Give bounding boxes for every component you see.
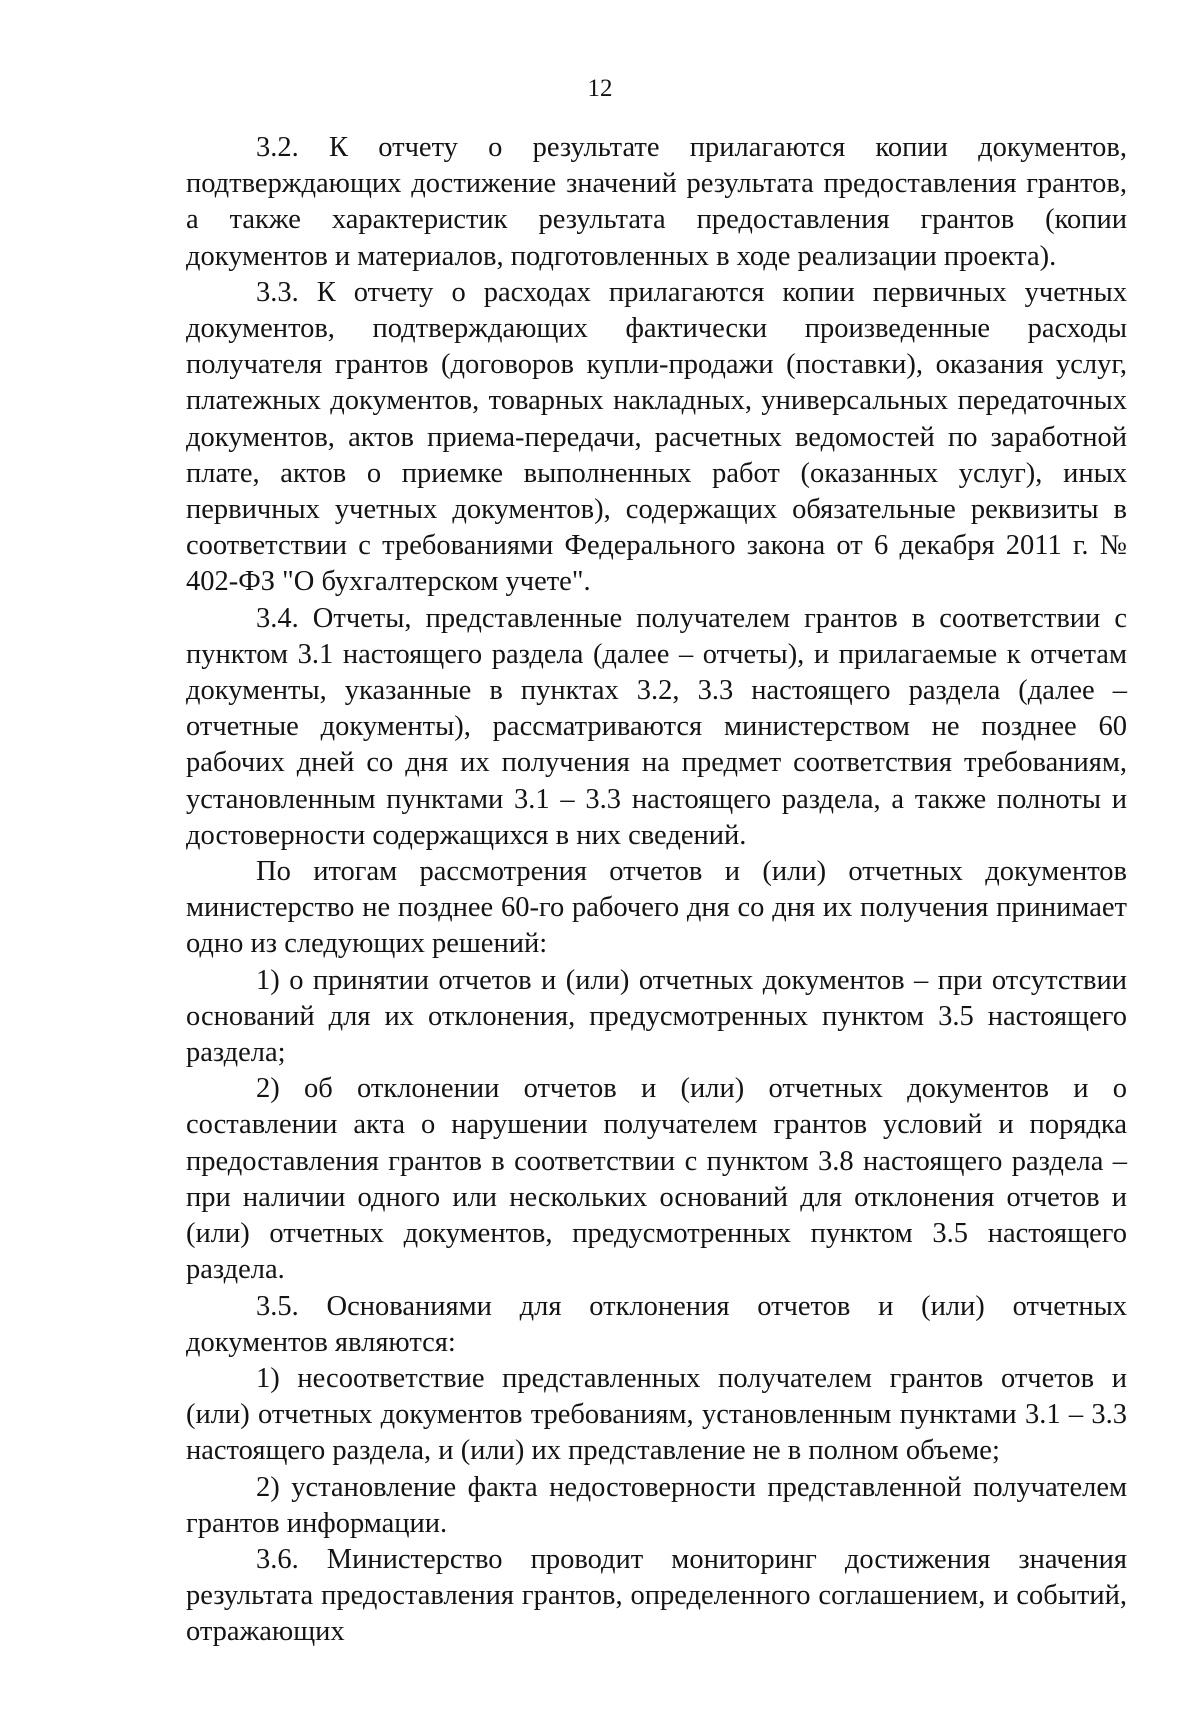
paragraph-3-2: 3.2. К отчету о результате прилагаются копии документов, подтверждающих достижение значений результата предоставления грантов, а также характеристик результата предоставления грантов (копии документов и материалов, подготовленных в ходе реализации проекта).: [186, 132, 1127, 272]
paragraph-3-3: 3.3. К отчету о расходах прилагаются копии первичных учетных документов, подтверждающих фактически произведенные расходы получателя грантов (договоров купли-продажи (поставки), оказания услуг, платежных документов, товарных накладных, универсальных передаточных документов, актов приема-передачи, расчетных ведомостей по заработной плате, актов о приемке выполненных работ (оказанных услуг), иных первичных учетных документов), содержащих обязательные реквизиты в соответствии с требованиями Федерального закона от 6 декабря 2011 г. № 402-ФЗ "О бухгалтерском учете".: [186, 276, 1127, 598]
decision-item-2: 2) об отклонении отчетов и (или) отчетных документов и о составлении акта о нарушении получателем грантов условий и порядка предоставления грантов в соответствии с пунктом 3.8 настоящего раздела – при наличии одного или нескольких оснований для отклонения отчетов и (или) отчетных документов, предусмотренных пунктом 3.5 настоящего раздела.: [186, 1073, 1127, 1286]
rejection-ground-2: 2) установление факта недостоверности представленной получателем грантов информации.: [186, 1471, 1127, 1539]
document-body: [186, 130, 1127, 1651]
paragraph-3-4: 3.4. Отчеты, представленные получателем грантов в соответствии с пунктом 3.1 настоящего раздела (далее – отчеты), и прилагаемые к отчетам документы, указанные в пунктах 3.2, 3.3 настоящего раздела (далее – отчетные документы), рассматриваются министерством не позднее 60 рабочих дней со дня их получения на предмет соответствия требованиям, установленным пунктами 3.1 – 3.3 настоящего раздела, а также полноты и достоверности содержащихся в них сведений.: [186, 602, 1127, 851]
decision-item-1: 1) о принятии отчетов и (или) отчетных документов – при отсутствии оснований для их отклонения, предусмотренных пунктом 3.5 настоящего раздела;: [186, 964, 1127, 1069]
paragraph-3-6: 3.6. Министерство проводит мониторинг достижения значения результата предоставления грантов, определенного соглашением, и событий, отражающих: [186, 1543, 1127, 1648]
rejection-ground-1: 1) несоответствие представленных получателем грантов отчетов и (или) отчетных документов требованиям, установленным пунктами 3.1 – 3.3 настоящего раздела, и (или) их представление не в полном объеме;: [186, 1362, 1127, 1467]
paragraph-3-5: 3.5. Основаниями для отклонения отчетов и (или) отчетных документов являются:: [186, 1290, 1127, 1358]
paragraph-review-results: По итогам рассмотрения отчетов и (или) отчетных документов министерство не позднее 60-го рабочего дня со дня их получения принимает одно из следующих решений:: [186, 856, 1127, 960]
page-number: 12: [587, 75, 613, 102]
